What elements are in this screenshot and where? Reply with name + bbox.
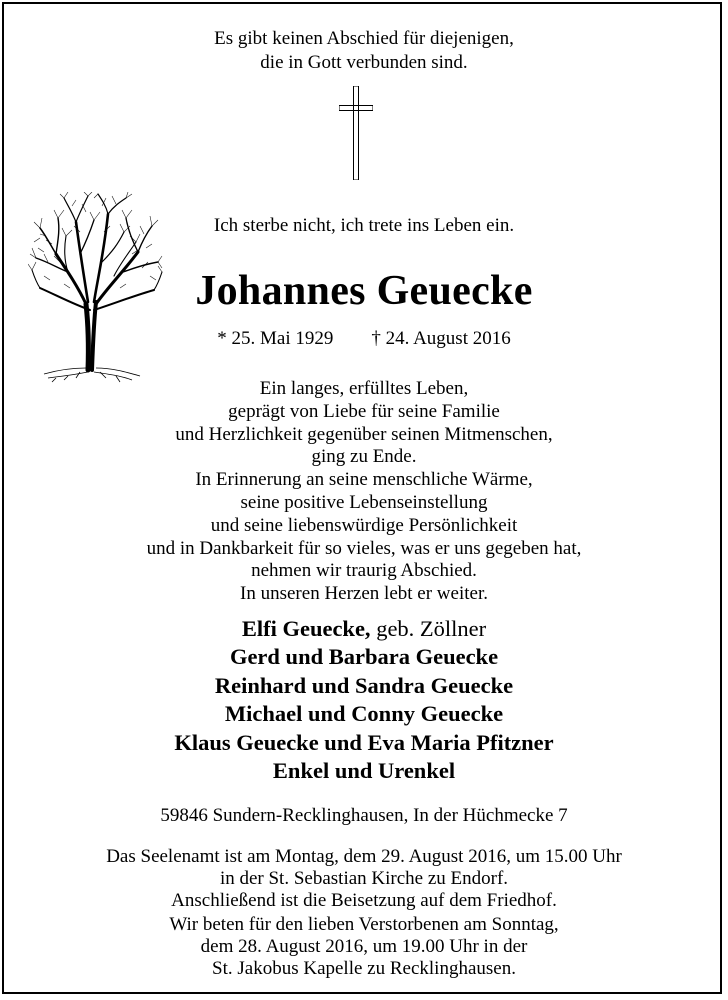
deceased-name: Johannes Geuecke xyxy=(195,268,533,314)
mourner-line: Klaus Geuecke und Eva Maria Pfitzner xyxy=(174,729,554,755)
tribute-line: und seine liebenswürdige Persönlichkeit xyxy=(210,514,518,536)
address: 59846 Sundern-Recklinghausen, In der Hüchmecke 7 xyxy=(160,805,568,826)
motto-line: die in Gott verbunden sind. xyxy=(260,52,468,73)
service-line: in der St. Sebastian Kirche zu Endorf. xyxy=(219,868,509,889)
tribute-line: Ein langes, erfülltes Leben, xyxy=(259,378,469,399)
prayer-line: dem 28. August 2016, um 19.00 Uhr in der xyxy=(200,936,528,957)
mourner-line: Michael und Conny Geuecke xyxy=(224,701,504,727)
service-line: Anschließend ist die Beisetzung auf dem Friedhof. xyxy=(171,890,557,911)
quote: Ich sterbe nicht, ich trete ins Leben ein. xyxy=(213,215,515,236)
tribute-line: geprägt von Liebe für seine Familie xyxy=(228,400,500,422)
life-dates xyxy=(0,327,728,351)
tribute-line: und Herzlichkeit gegenüber seinen Mitmenschen, xyxy=(175,423,553,445)
prayer-line: St. Jakobus Kapelle zu Recklinghausen. xyxy=(212,958,516,979)
mourners-list xyxy=(0,615,728,785)
birth-date: * 25. Mai 1929 xyxy=(217,328,334,349)
mourner-name: Elfi Geuecke, xyxy=(241,616,371,641)
mourner-line: Gerd und Barbara Geuecke xyxy=(229,644,499,670)
cross-icon xyxy=(339,86,373,180)
tribute-line: seine positive Lebenseinstellung xyxy=(240,491,488,513)
mourner-line: Reinhard und Sandra Geuecke xyxy=(214,672,514,698)
prayer-info xyxy=(0,914,728,980)
motto xyxy=(0,27,728,75)
tribute-line: nehmen wir traurig Abschied. xyxy=(251,560,477,582)
mourner-line xyxy=(0,615,728,643)
maiden-name: geb. Zöllner xyxy=(370,616,487,641)
motto-line: Es gibt keinen Abschied für diejenigen, xyxy=(214,28,514,49)
mourner-line: Enkel und Urenkel xyxy=(272,758,456,784)
tribute-line: und in Dankbarkeit für so vieles, was er uns gegeben hat, xyxy=(146,537,582,559)
tribute-line: In unseren Herzen lebt er weiter. xyxy=(240,583,488,605)
service-line: Das Seelenamt ist am Montag, dem 29. August 2016, um 15.00 Uhr xyxy=(106,846,622,867)
service-info xyxy=(0,846,728,912)
prayer-line: Wir beten für den lieben Verstorbenen am Sonntag, xyxy=(169,914,559,935)
death-date: † 24. August 2016 xyxy=(371,328,511,349)
tribute-line: ging zu Ende. xyxy=(311,446,417,468)
tribute-text xyxy=(0,378,728,606)
tribute-line: In Erinnerung an seine menschliche Wärme, xyxy=(195,469,533,491)
